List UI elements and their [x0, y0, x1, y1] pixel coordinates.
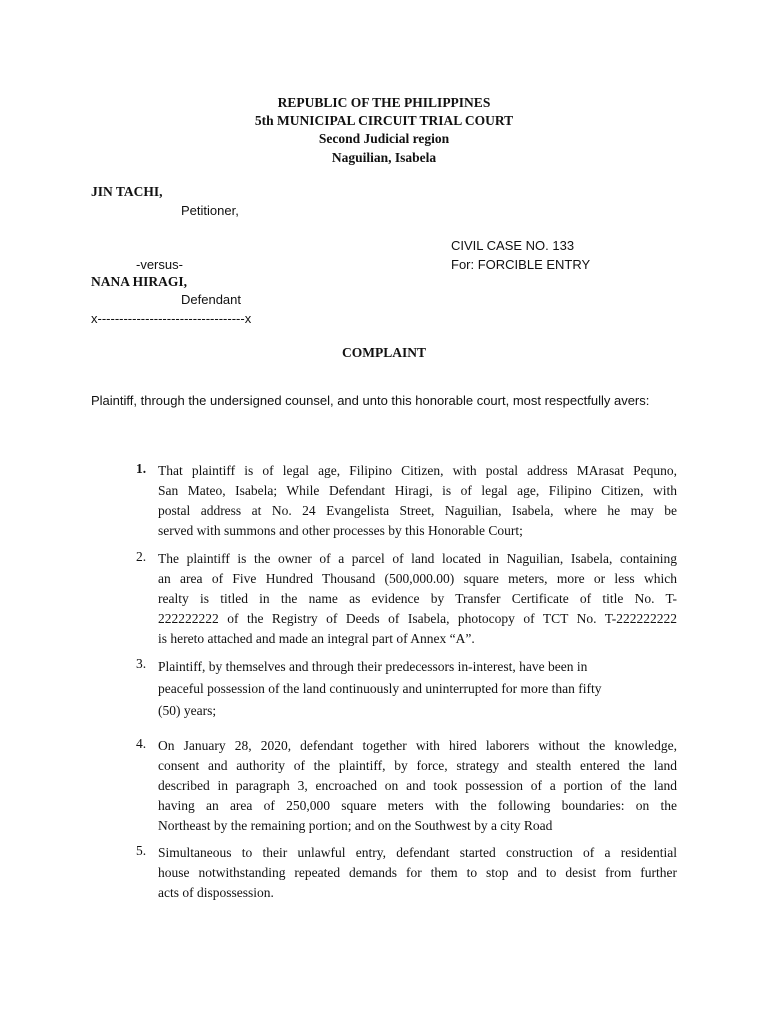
document-title: COMPLAINT	[342, 345, 426, 360]
text-line: consent and authority of the plaintiff, by force, strategy and stealth entered the land	[158, 758, 677, 773]
text-line: house notwithstanding repeated demands for them to stop and to desist from further	[158, 865, 677, 880]
text-line: The plaintiff is the owner of a parcel of land located in Naguilian, Isabela, containing	[158, 551, 677, 566]
text-line: Plaintiff, by themselves and through their predecessors in-interest, have been in	[158, 659, 588, 674]
text-line: described in paragraph 3, encroached on and took possession of a portion of the land	[158, 778, 677, 793]
text-line: On January 28, 2020, defendant together with hired laborers without the knowledge,	[158, 738, 677, 753]
item-text	[158, 843, 677, 903]
item-number: 1.	[136, 461, 147, 476]
text-line: served with summons and other processes by this Honorable Court;	[158, 523, 523, 538]
item-text	[158, 549, 677, 649]
petitioner-name: JIN TACHI,	[91, 184, 163, 199]
defendant-name: NANA HIRAGI,	[91, 274, 188, 289]
text-line: San Mateo, Isabela; While Defendant Hiragi, is of legal age, Filipino Citizen, with	[158, 483, 677, 498]
item-number: 3.	[136, 656, 147, 671]
text-line: realty is titled in the name as evidence by Transfer Certificate of title No. T-	[158, 591, 677, 606]
item-number: 4.	[136, 736, 147, 751]
header-location: Naguilian, Isabela	[331, 150, 437, 165]
civil-case-number: CIVIL CASE NO. 133	[451, 238, 575, 253]
text-line: Simultaneous to their unlawful entry, defendant started construction of a residential	[158, 845, 677, 860]
item-number: 2.	[136, 549, 147, 564]
petitioner-role: Petitioner,	[181, 203, 239, 218]
case-nature: For: FORCIBLE ENTRY	[451, 257, 591, 272]
item-text	[158, 736, 677, 836]
text-line: acts of dispossession.	[158, 885, 274, 900]
text-line: postal address at No. 24 Evangelista Street, Naguilian, Isabela, where he may be	[158, 503, 677, 518]
item-text	[158, 656, 677, 722]
text-line: peaceful possession of the land continuously and uninterrupted for more than fifty	[158, 681, 602, 696]
header-court: 5th MUNICIPAL CIRCUIT TRIAL COURT	[254, 113, 514, 128]
text-line: (50) years;	[158, 703, 217, 718]
text-line: is hereto attached and made an integral part of Annex “A”.	[158, 631, 475, 646]
header-region: Second Judicial region	[318, 131, 450, 146]
item-number: 5.	[136, 843, 147, 858]
versus-label: -versus-	[136, 257, 183, 272]
text-line: Northeast by the remaining portion; and on the Southwest by a city Road	[158, 818, 553, 833]
defendant-role: Defendant	[181, 292, 241, 307]
text-line: having an area of 250,000 square meters with the following boundaries: on the	[158, 798, 677, 813]
caption-separator: x----------------------------------x	[91, 311, 252, 326]
intro-paragraph: Plaintiff, through the undersigned counsel, and unto this honorable court, most respectfully avers:	[91, 393, 650, 408]
text-line: 222222222 of the Registry of Deeds of Isabela, photocopy of TCT No. T-222222222	[158, 611, 677, 626]
text-line: That plaintiff is of legal age, Filipino Citizen, with postal address MArasat Pequno,	[158, 463, 677, 478]
text-line: an area of Five Hundred Thousand (500,000.00) square meters, more or less which	[158, 571, 677, 586]
header-republic: REPUBLIC OF THE PHILIPPINES	[277, 95, 491, 110]
item-text	[158, 461, 677, 541]
